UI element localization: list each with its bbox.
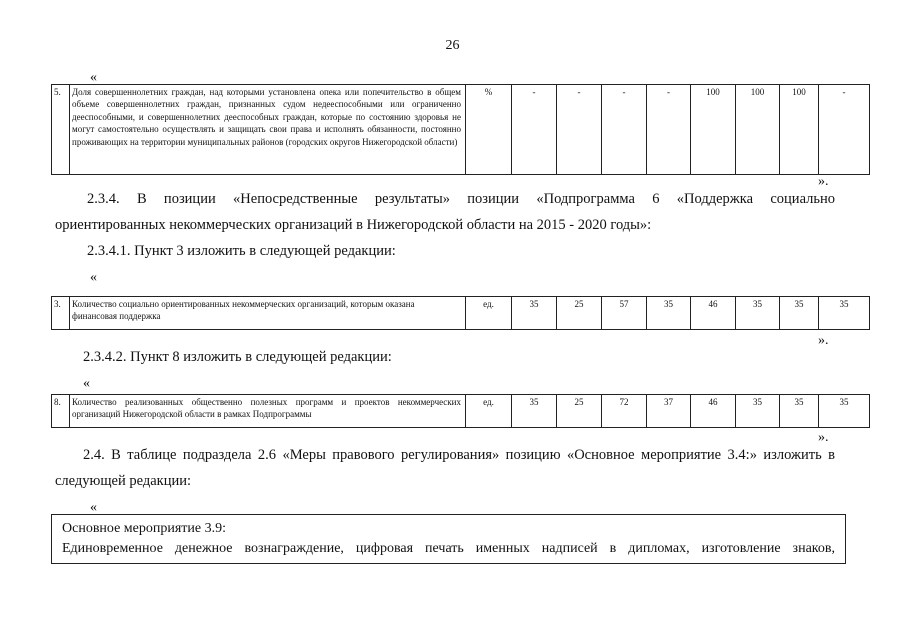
row-number: 3. xyxy=(52,297,70,330)
measure-title: Основное мероприятие 3.9: xyxy=(62,521,227,536)
value-cell: 35 xyxy=(512,395,557,428)
value-cell: 35 xyxy=(736,395,780,428)
indicator-name: Доля совершеннолетних граждан, над которыми установлена опека или попечительство в общем объеме совершеннолетних граждан, признанных судом недееспособными или ограниченно дееспособными, и совершеннолетних дееспособных граждан, которые по состоянию здоровья не могут самостоятельно осуществлять и защищать свои права и исполнять обязанности, постоянно проживающих на территории муниципальных районов (городских округов Нижегородской области) xyxy=(70,85,466,175)
value-cell: - xyxy=(647,85,691,175)
table-row xyxy=(52,395,870,428)
paragraph-2-4-line1: 2.4. В таблице подраздела 2.6 «Меры правового регулирования» позицию «Основное мероприятие 3.4:» изложить в xyxy=(83,447,835,463)
value-cell: 35 xyxy=(512,297,557,330)
value-cell: 35 xyxy=(819,297,870,330)
value-cell: 35 xyxy=(780,297,819,330)
value-cell: 25 xyxy=(557,297,602,330)
value-cell: 57 xyxy=(602,297,647,330)
open-quote: « xyxy=(83,376,90,391)
open-quote: « xyxy=(90,70,97,85)
unit-cell: ед. xyxy=(466,395,512,428)
value-cell: - xyxy=(602,85,647,175)
paragraph-2-3-4-1: 2.3.4.1. Пункт 3 изложить в следующей редакции: xyxy=(87,243,396,259)
row-number: 5. xyxy=(52,85,70,175)
value-cell: 46 xyxy=(691,395,736,428)
value-cell: 100 xyxy=(736,85,780,175)
close-quote: ». xyxy=(818,333,829,348)
indicator-name: Количество социально ориентированных некоммерческих организаций, которым оказана финансовая поддержка xyxy=(70,297,466,330)
measure-box xyxy=(51,514,846,564)
table-indicator-8 xyxy=(51,394,870,428)
table-row xyxy=(52,297,870,330)
unit-cell: % xyxy=(466,85,512,175)
open-quote: « xyxy=(90,270,97,285)
value-cell: 46 xyxy=(691,297,736,330)
value-cell: 72 xyxy=(602,395,647,428)
measure-text: Единовременное денежное вознаграждение, цифровая печать именных надписей в дипломах, изготовление знаков, xyxy=(62,541,835,556)
value-cell: 35 xyxy=(736,297,780,330)
value-cell: 35 xyxy=(780,395,819,428)
value-cell: 25 xyxy=(557,395,602,428)
value-cell: - xyxy=(512,85,557,175)
value-cell: - xyxy=(819,85,870,175)
paragraph-2-4-line2: следующей редакции: xyxy=(55,473,192,489)
value-cell: 35 xyxy=(819,395,870,428)
paragraph-2-3-4-2: 2.3.4.2. Пункт 8 изложить в следующей редакции: xyxy=(83,349,392,365)
table-indicator-3 xyxy=(51,296,870,330)
paragraph-2-3-4-line1: 2.3.4. В позиции «Непосредственные результаты» позиции «Подпрограмма 6 «Поддержка социально xyxy=(87,191,835,207)
indicator-name: Количество реализованных общественно полезных программ и проектов некоммерческих организаций Нижегородской области в рамках Подпрограммы xyxy=(70,395,466,428)
value-cell: 100 xyxy=(780,85,819,175)
paragraph-2-3-4-line2: ориентированных некоммерческих организаций в Нижегородской области на 2015 - 2020 годы»: xyxy=(55,217,652,233)
close-quote: ». xyxy=(818,430,829,445)
row-number: 8. xyxy=(52,395,70,428)
table-indicator-5 xyxy=(51,84,870,175)
value-cell: - xyxy=(557,85,602,175)
value-cell: 37 xyxy=(647,395,691,428)
value-cell: 100 xyxy=(691,85,736,175)
unit-cell: ед. xyxy=(466,297,512,330)
value-cell: 35 xyxy=(647,297,691,330)
open-quote: « xyxy=(90,500,97,515)
table-row xyxy=(52,85,870,175)
close-quote: ». xyxy=(818,174,829,189)
page-number: 26 xyxy=(445,38,460,53)
